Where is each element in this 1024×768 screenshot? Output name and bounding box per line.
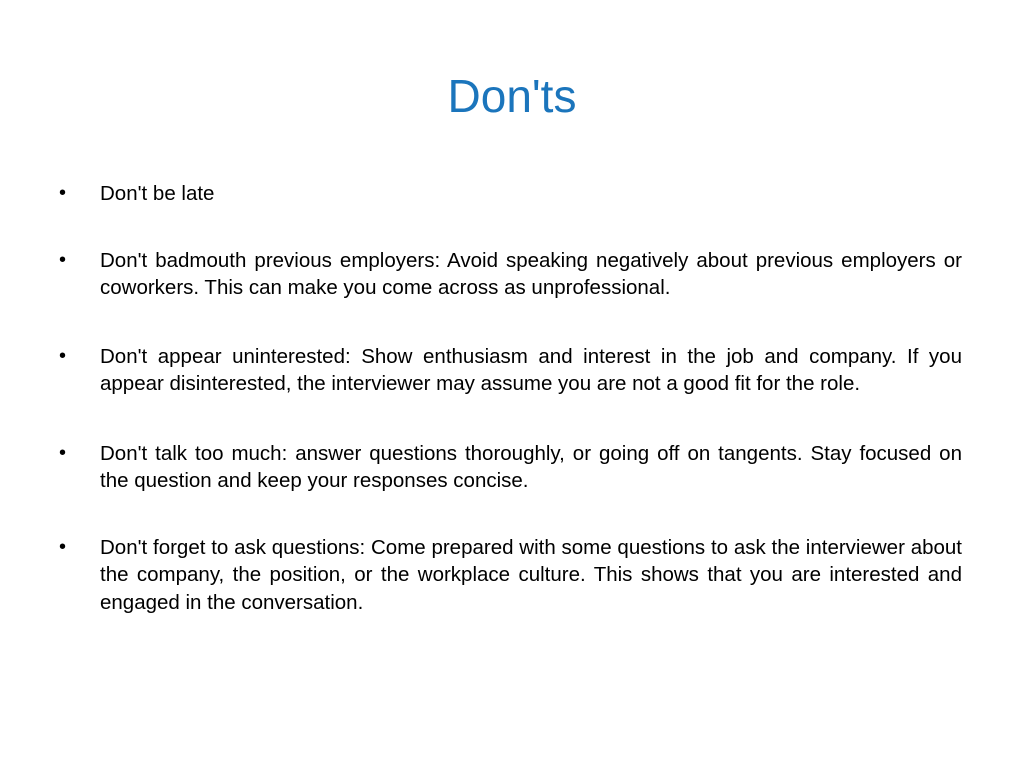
bullet-icon: • xyxy=(59,182,67,204)
bullet-text: Don't forget to ask questions: Come prepared with some questions to ask the interviewer about the company, the position, or the workplace culture. This shows that you are interested and engaged in the conversation. xyxy=(100,535,962,614)
bullet-icon: • xyxy=(59,344,67,367)
bullet-list xyxy=(56,180,962,655)
bullet-item xyxy=(56,440,962,495)
bullet-item xyxy=(56,247,962,302)
bullet-icon: • xyxy=(59,441,67,464)
bullet-icon: • xyxy=(59,248,67,271)
slide-title: Don'ts xyxy=(447,70,577,122)
bullet-item xyxy=(56,534,962,617)
bullet-text: Don't be late xyxy=(100,182,215,205)
bullet-item xyxy=(56,180,962,208)
bullet-text: Don't badmouth previous employers: Avoid speaking negatively about previous employers or coworkers. This can make you come across as unprofessional. xyxy=(100,248,962,299)
bullet-text: Don't appear uninterested: Show enthusiasm and interest in the job and company. If you appear disinterested, the interviewer may assume you are not a good fit for the role. xyxy=(100,344,962,395)
bullet-icon: • xyxy=(59,535,67,558)
bullet-text: Don't talk too much: answer questions thoroughly, or going off on tangents. Stay focused on the question and keep your responses concise. xyxy=(100,441,962,492)
bullet-item xyxy=(56,343,962,398)
